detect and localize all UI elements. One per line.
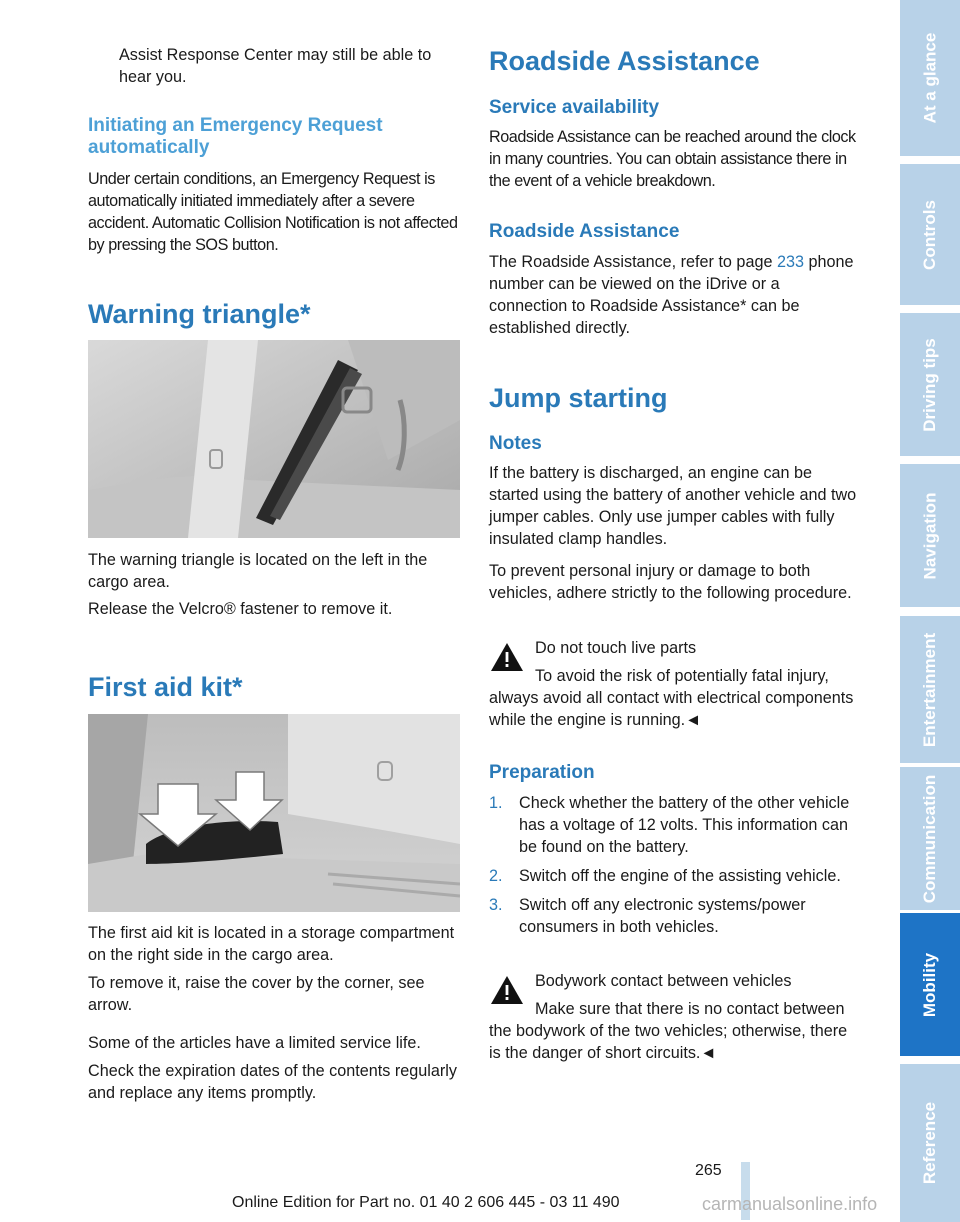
page-reference-link[interactable]: 233: [776, 253, 804, 271]
first-aid-text-4: Check the expiration dates of the contents regularly and replace any items promptly.: [88, 1062, 457, 1102]
tab-at-a-glance[interactable]: [900, 0, 960, 156]
intro-text: Assist Response Center may still be able to hear you.: [119, 46, 432, 86]
step-number: 3.: [489, 896, 503, 914]
tab-label: Driving tips: [920, 337, 940, 432]
step-text: Switch off any electronic systems/power consumers in both vehicles.: [519, 896, 806, 936]
step-item: [489, 792, 861, 858]
roadside-sub-heading: Roadside Assistance: [489, 221, 680, 242]
watermark-text: carmanualsonline.info: [702, 1194, 878, 1214]
chapter-tabs: [900, 0, 960, 1222]
page-number: 265: [695, 1162, 722, 1179]
warning-text-1: The warning triangle is located on the left in the cargo area.: [88, 551, 428, 591]
step-number: 1.: [489, 794, 503, 812]
auto-body: Under certain conditions, an Emergency Request is automatically initiated immediately after a severe accident. Automatic Collision Notification is not affected by pressing the SOS button.: [88, 170, 458, 254]
notes-text-1: If the battery is discharged, an engine can be started using the battery of another vehicle and two jumper cables. Only use jumper cables with fully insulated clamp handles.: [489, 464, 857, 548]
warning-triangle-heading: Warning triangle*: [88, 299, 311, 329]
tab-label: Reference: [920, 1101, 939, 1185]
warning-body-2: Make sure that there is no contact between the bodywork of the two vehicles; otherwise, there is the danger of short circuits.◄: [489, 1000, 848, 1062]
tab-driving-tips[interactable]: [900, 313, 960, 456]
preparation-steps: [489, 792, 861, 945]
preparation-heading: Preparation: [489, 762, 595, 783]
warning-title-1: Do not touch live parts: [535, 639, 697, 657]
step-item: [489, 894, 861, 938]
edition-footer: Online Edition for Part no. 01 40 2 606 445 - 03 11 490: [232, 1194, 620, 1211]
notes-text-2: To prevent personal injury or damage to both vehicles, adhere strictly to the following procedure.: [489, 562, 852, 602]
warning-title-2: Bodywork contact between vehicles: [535, 972, 792, 990]
roadside-heading: Roadside Assistance: [489, 46, 760, 76]
roadside-body: [489, 251, 861, 339]
tab-label: Controls: [920, 199, 940, 270]
first-aid-text-2: To remove it, raise the cover by the corner, see arrow.: [88, 974, 425, 1014]
first-aid-heading: First aid kit*: [88, 672, 243, 702]
warning-text-2: Release the Velcro® fastener to remove it.: [88, 600, 393, 618]
tab-label: Navigation: [920, 492, 939, 579]
warning-body-1: To avoid the risk of potentially fatal injury, always avoid all contact with electrical components while the engine is running.◄: [489, 667, 854, 729]
tab-label: At a glance: [920, 32, 940, 124]
warning-icon: [489, 641, 525, 673]
step-number: 2.: [489, 867, 503, 885]
first-aid-text-3: Some of the articles have a limited service life.: [88, 1034, 421, 1052]
step-item: [489, 865, 861, 887]
warning-bodywork: [489, 970, 861, 1064]
step-text: Check whether the battery of the other vehicle has a voltage of 12 volts. This information can be found on the battery.: [519, 794, 850, 856]
tab-mobility[interactable]: [900, 913, 960, 1056]
roadside-body-text: The Roadside Assistance, refer to page: [489, 253, 777, 271]
step-text: Switch off the engine of the assisting vehicle.: [519, 867, 841, 885]
roadside-body-text-2: phone number can be viewed on the iDrive or a connection to Roadside Assistance* can be established directly.: [489, 253, 854, 337]
tab-label: Communication: [920, 774, 940, 903]
service-body: Roadside Assistance can be reached around the clock in many countries. You can obtain assistance there in the event of a vehicle breakdown.: [489, 128, 856, 190]
tab-controls[interactable]: [900, 164, 960, 305]
first-aid-text-1: The first aid kit is located in a storage compartment on the right side in the cargo area.: [88, 924, 455, 964]
jump-starting-heading: Jump starting: [489, 383, 668, 413]
auto-heading: Initiating an Emergency Request automatically: [88, 115, 383, 158]
first-aid-photo: [88, 714, 460, 912]
service-availability-heading: Service availability: [489, 97, 660, 118]
warning-triangle-photo: [88, 340, 460, 538]
tab-navigation[interactable]: [900, 464, 960, 607]
tab-communication[interactable]: [900, 767, 960, 910]
tab-label: Mobility: [920, 952, 939, 1017]
tab-reference[interactable]: [900, 1064, 960, 1222]
warning-live-parts: [489, 637, 861, 731]
tab-label: Entertainment: [920, 632, 940, 747]
warning-icon: [489, 974, 525, 1006]
tab-entertainment[interactable]: [900, 616, 960, 763]
notes-heading: Notes: [489, 433, 542, 454]
